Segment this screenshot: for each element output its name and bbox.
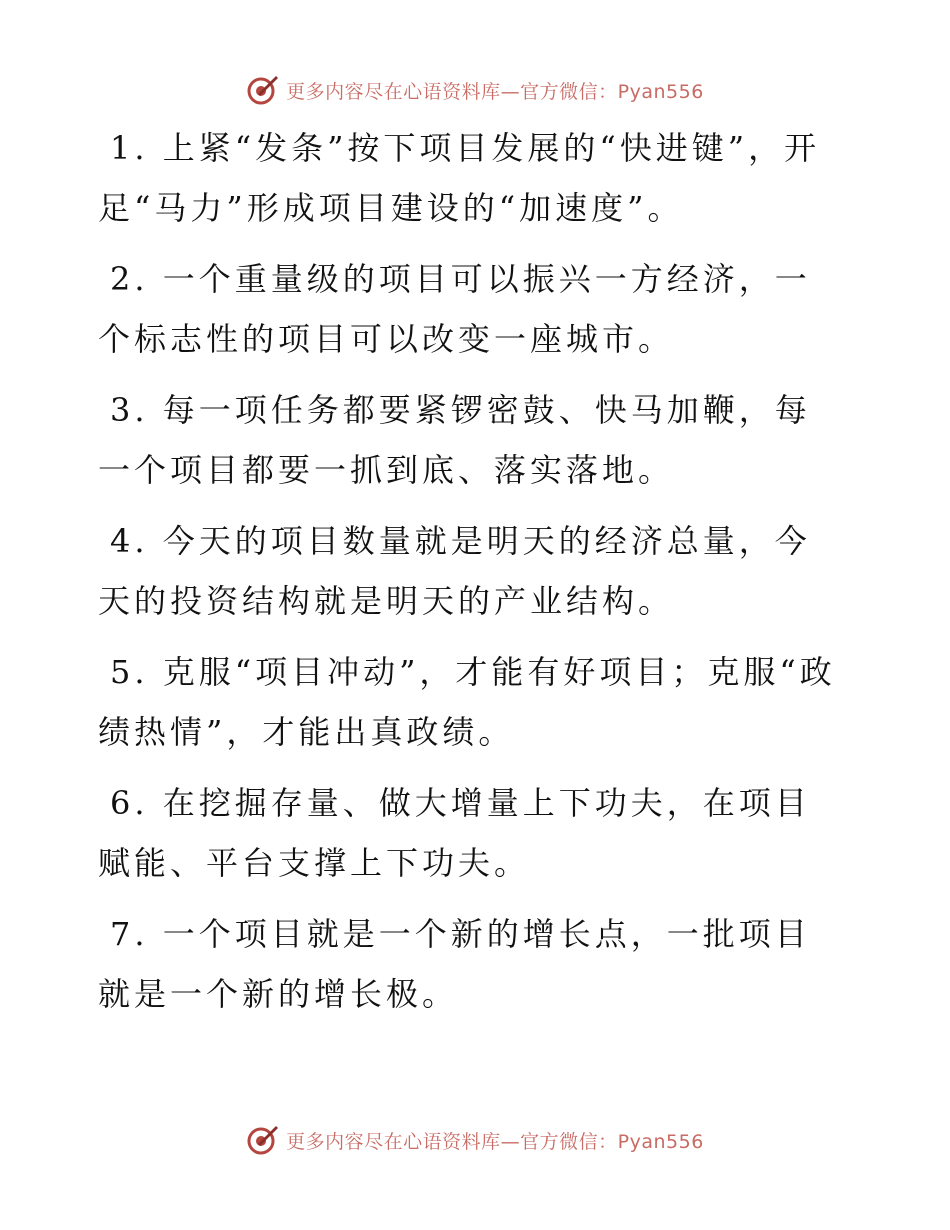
header-watermark	[0, 70, 950, 110]
list-item: 3. 每一项任务都要紧锣密鼓、快马加鞭，每一个项目都要一抓到底、落实落地。	[98, 391, 811, 489]
list-item: 6. 在挖掘存量、做大增量上下功夫，在项目赋能、平台支撑上下功夫。	[98, 784, 811, 882]
list-item: 5. 克服“项目冲动”，才能有好项目；克服“政绩热情”，才能出真政绩。	[98, 653, 836, 751]
watermark-text: 更多内容尽在心语资料库—官方微信：Pyan556	[286, 1130, 704, 1153]
quill-logo-icon	[246, 73, 280, 107]
footer-watermark	[0, 1120, 950, 1160]
list-item: 7. 一个项目就是一个新的增长点，一批项目就是一个新的增长极。	[98, 915, 811, 1013]
list-item: 1. 上紧“发条”按下项目发展的“快进键”，开足“马力”形成项目建设的“加速度”。	[98, 129, 821, 227]
watermark-text: 更多内容尽在心语资料库—官方微信：Pyan556	[286, 80, 704, 103]
quill-logo-icon	[246, 1123, 280, 1157]
list-item: 4. 今天的项目数量就是明天的经济总量，今天的投资结构就是明天的产业结构。	[98, 522, 811, 620]
list-item: 2. 一个重量级的项目可以振兴一方经济，一个标志性的项目可以改变一座城市。	[98, 260, 811, 358]
quote-list	[98, 118, 838, 1035]
